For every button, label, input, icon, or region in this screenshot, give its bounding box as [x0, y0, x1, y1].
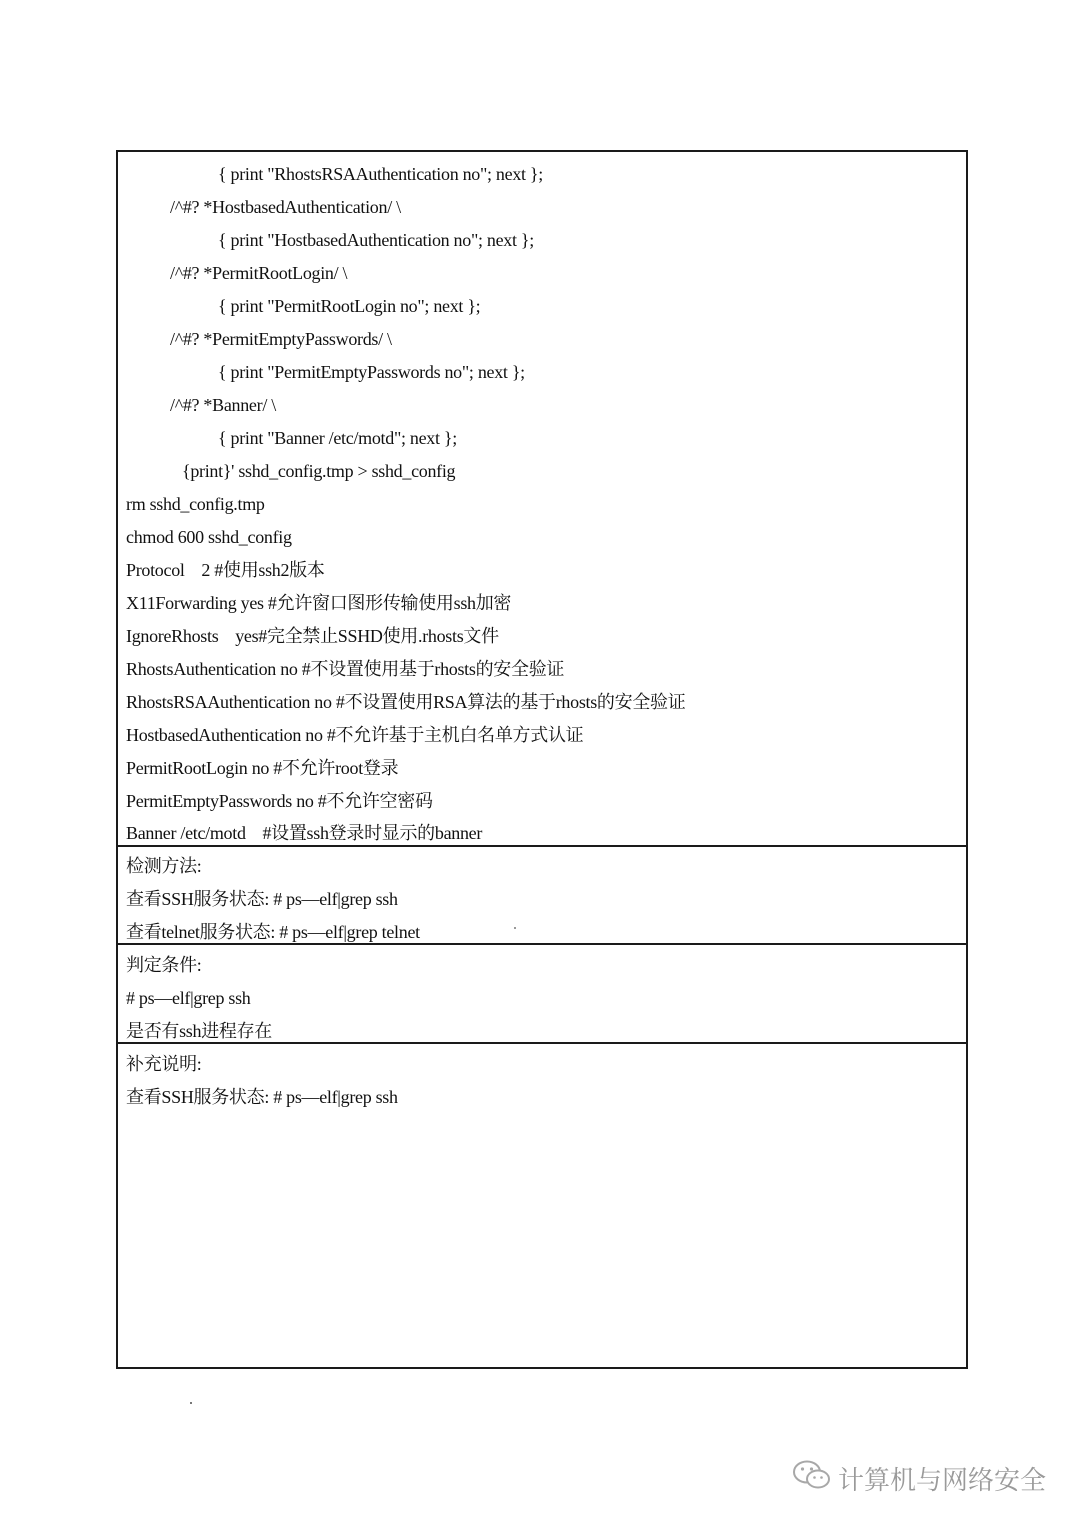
judgement-criteria-section	[118, 943, 966, 1044]
config-line: RhostsAuthentication no #不设置使用基于rhosts的安全验证	[126, 659, 565, 679]
section-title: 判定条件:	[126, 955, 202, 975]
config-line: PermitRootLogin no #不允许root登录	[126, 758, 399, 778]
config-line: Banner /etc/motd #设置ssh登录时显示的banner	[126, 823, 483, 843]
config-line: /^#? *PermitRootLogin/ \	[170, 263, 348, 283]
config-line: /^#? *PermitEmptyPasswords/ \	[170, 329, 392, 349]
config-line: IgnoreRhosts yes#完全禁止SSHD使用.rhosts文件	[126, 626, 499, 646]
detection-line: 查看telnet服务状态: # ps—elf|grep telnet	[126, 922, 420, 942]
config-line: chmod 600 sshd_config	[126, 527, 292, 547]
config-line: { print "PermitRootLogin no"; next };	[218, 296, 481, 316]
section-title: 检测方法:	[126, 856, 202, 876]
config-script-section	[118, 152, 966, 845]
config-line: { print "RhostsRSAAuthentication no"; next };	[218, 164, 543, 184]
config-line: Protocol 2 #使用ssh2版本	[126, 560, 325, 580]
config-line: /^#? *HostbasedAuthentication/ \	[170, 197, 401, 217]
section-title: 补充说明:	[126, 1054, 202, 1074]
config-line: /^#? *Banner/ \	[170, 395, 276, 415]
notes-line: 查看SSH服务状态: # ps—elf|grep ssh	[126, 1087, 398, 1107]
judgement-line: 是否有ssh进程存在	[126, 1021, 273, 1041]
config-line: rm sshd_config.tmp	[126, 494, 265, 514]
watermark	[792, 1459, 1046, 1498]
scan-speck	[190, 1402, 192, 1404]
config-line: { print "Banner /etc/motd"; next };	[218, 428, 457, 448]
judgement-line: # ps—elf|grep ssh	[126, 988, 251, 1008]
wechat-icon	[792, 1459, 832, 1498]
config-line: { print "HostbasedAuthentication no"; next };	[218, 230, 534, 250]
config-line: X11Forwarding yes #允许窗口图形传输使用ssh加密	[126, 593, 512, 613]
detection-line: 查看SSH服务状态: # ps—elf|grep ssh	[126, 889, 398, 909]
document-table	[116, 150, 968, 1369]
config-line: PermitEmptyPasswords no #不允许空密码	[126, 791, 433, 811]
config-line: RhostsRSAAuthentication no #不设置使用RSA算法的基于rhosts的安全验证	[126, 692, 686, 712]
config-line: { print "PermitEmptyPasswords no"; next };	[218, 362, 525, 382]
config-line: HostbasedAuthentication no #不允许基于主机白名单方式认证	[126, 725, 584, 745]
scan-speck	[514, 927, 516, 929]
supplementary-notes-section	[118, 1042, 966, 1367]
watermark-text: 计算机与网络安全	[837, 1466, 1046, 1496]
config-line: {print}' sshd_config.tmp > sshd_config	[182, 461, 456, 481]
detection-method-section	[118, 845, 966, 945]
